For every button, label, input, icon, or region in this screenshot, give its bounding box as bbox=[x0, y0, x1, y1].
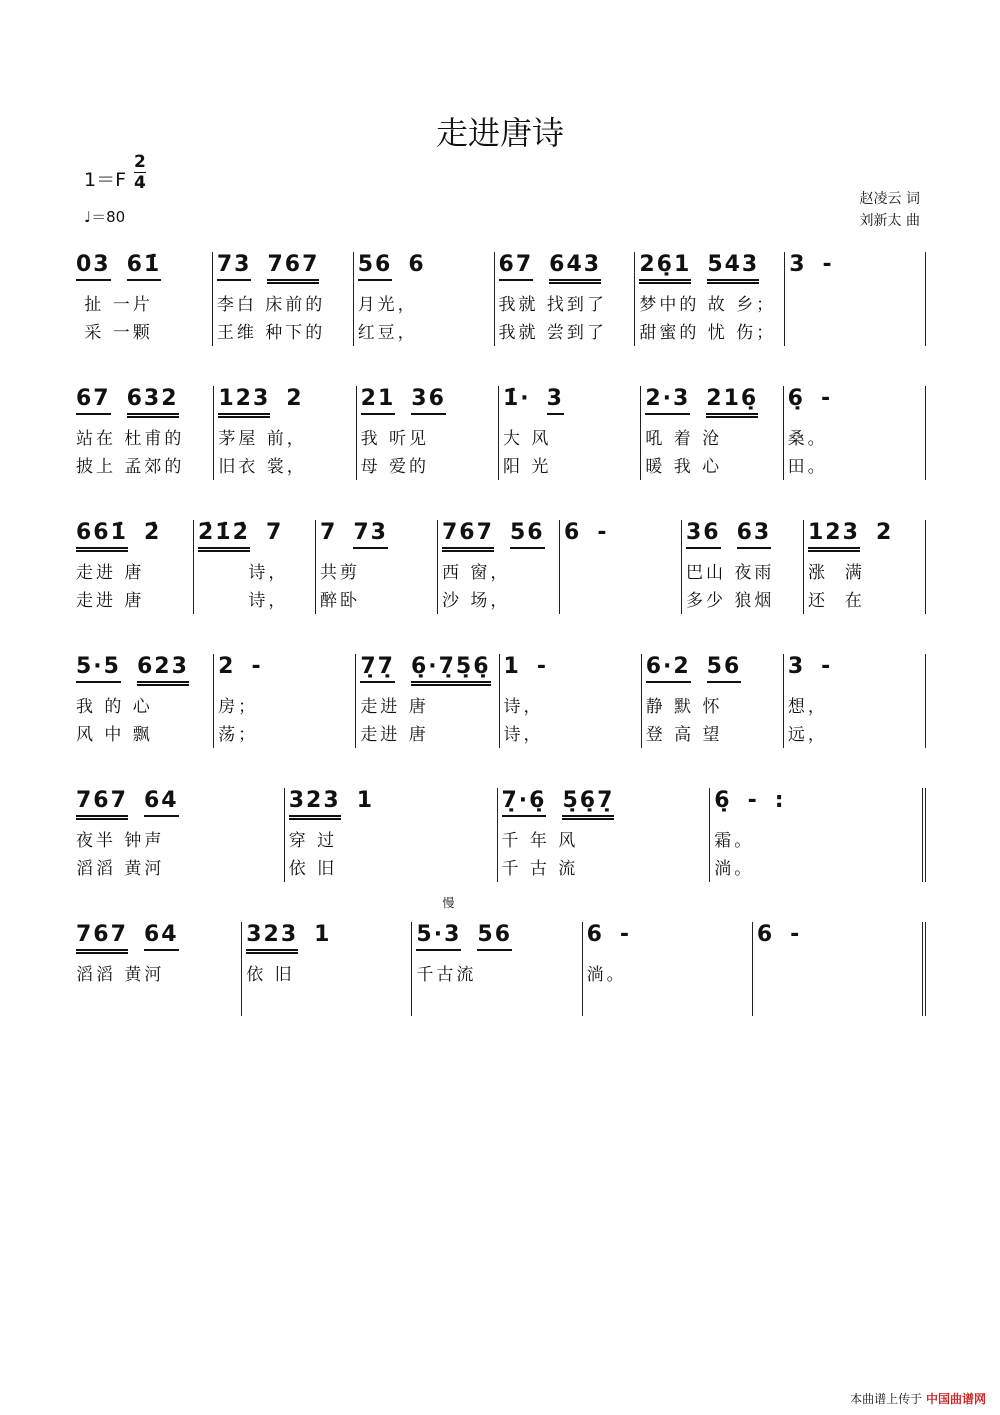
measure bbox=[784, 654, 926, 748]
lyric-verse-2: 诗， bbox=[503, 725, 544, 745]
note-group: 767 bbox=[76, 922, 128, 954]
lyric-verse-1: 我就 找到了 bbox=[498, 295, 607, 315]
note-group: 767 bbox=[76, 788, 128, 820]
lyric-verse-1: 月光， bbox=[357, 295, 418, 315]
measure bbox=[498, 788, 711, 882]
footer-credit bbox=[850, 1390, 986, 1407]
note-group: - bbox=[820, 386, 833, 411]
note-group: 661̇ bbox=[76, 520, 128, 552]
measure bbox=[316, 520, 438, 614]
note-group: 67 bbox=[76, 386, 111, 415]
note-group: 6̣ bbox=[714, 788, 732, 813]
lyric-verse-1: 静 默 怀 bbox=[645, 697, 723, 717]
staff-row bbox=[76, 386, 926, 480]
note-group: 623 bbox=[137, 654, 189, 686]
lyric-verse-1: 诗， bbox=[503, 697, 544, 717]
note-group: - bbox=[597, 520, 609, 545]
lyricist-credit: 赵凌云 词 bbox=[859, 191, 920, 207]
lyric-verse-2: 红豆， bbox=[357, 323, 418, 343]
measure bbox=[500, 654, 642, 748]
note-group: 73 bbox=[217, 252, 252, 281]
note-group: 7̣·6̣ bbox=[502, 788, 547, 817]
lyric-verse-2: 依 旧 bbox=[288, 859, 338, 879]
lyric-verse-2: 登 高 望 bbox=[645, 725, 723, 745]
lyric-verse-1: 桑。 bbox=[787, 429, 828, 449]
measure bbox=[76, 922, 242, 1016]
lyric-verse-2: 走进 唐 bbox=[360, 725, 429, 745]
measure bbox=[285, 788, 498, 882]
measure bbox=[76, 654, 214, 748]
note-group: 56 bbox=[358, 252, 393, 281]
measure bbox=[804, 520, 926, 614]
note-group: 36 bbox=[686, 520, 721, 549]
note-group: 323 bbox=[246, 922, 298, 954]
meter-bottom: 4 bbox=[134, 173, 146, 193]
note-group: 6 bbox=[756, 922, 775, 947]
lyric-verse-2: 沙 场， bbox=[442, 591, 511, 611]
measure bbox=[785, 252, 926, 346]
measure bbox=[214, 654, 356, 748]
tempo-slow-mark: 慢 bbox=[442, 896, 455, 910]
lyric-verse-1: 吼 着 沧 bbox=[645, 429, 723, 449]
measure bbox=[499, 386, 641, 480]
note-group: 1 bbox=[356, 788, 374, 813]
lyric-verse-1: 共剪 bbox=[320, 563, 360, 583]
lyric-verse-2: 走进 唐 bbox=[76, 591, 145, 611]
lyric-verse-2: 旧衣 裳， bbox=[218, 457, 307, 477]
note-group: 543 bbox=[707, 252, 759, 284]
note-group: 36 bbox=[411, 386, 446, 415]
measure bbox=[76, 788, 285, 882]
lyric-verse-2: 我就 尝到了 bbox=[498, 323, 607, 343]
lyric-verse-2: 暖 我 心 bbox=[645, 457, 723, 477]
lyric-verse-1: 依 旧 bbox=[246, 965, 295, 985]
lyric-verse-1: 巴山 夜雨 bbox=[686, 563, 775, 583]
lyric-verse-2: 荡； bbox=[218, 725, 259, 745]
note-group: 2 bbox=[286, 386, 304, 411]
note-group: 56 bbox=[510, 520, 545, 549]
note-group: 67 bbox=[499, 252, 534, 281]
note-group: 123 bbox=[218, 386, 270, 418]
lyric-verse-2: 远， bbox=[787, 725, 828, 745]
lyric-verse-1: 扯 一片 bbox=[76, 295, 153, 315]
footer-text: 本曲谱上传于 bbox=[850, 1392, 923, 1406]
note-group: 2 bbox=[875, 520, 894, 545]
measure bbox=[213, 252, 354, 346]
note-group: : bbox=[774, 788, 786, 813]
note-group: 5̣6̣7̣ bbox=[562, 788, 614, 820]
staff-row bbox=[76, 896, 926, 1016]
note-group: 56 bbox=[477, 922, 512, 951]
lyric-verse-1 bbox=[564, 558, 673, 586]
lyric-verse-1: 滔滔 黄河 bbox=[76, 965, 165, 985]
lyric-verse-2: 滔滔 黄河 bbox=[76, 859, 165, 879]
lyric-verse-1: 西 窗， bbox=[442, 563, 511, 583]
note-group: 03 bbox=[76, 252, 111, 281]
measure bbox=[214, 386, 356, 480]
note-group: 2̇1̇2̇ bbox=[198, 520, 250, 552]
measure bbox=[357, 386, 499, 480]
lyric-verse-1: 诗， bbox=[198, 563, 289, 583]
note-group: - bbox=[536, 654, 548, 679]
note-group: 21 bbox=[361, 386, 396, 415]
lyric-verse-1: 霜。 bbox=[714, 831, 755, 851]
note-group: 6̣ bbox=[787, 386, 805, 411]
note-group: 63 bbox=[737, 520, 772, 549]
note-group: 56 bbox=[707, 654, 742, 683]
note-group: - bbox=[790, 922, 802, 947]
measure bbox=[76, 386, 214, 480]
note-group: 1 bbox=[314, 922, 332, 947]
lyric-verse-1 bbox=[789, 290, 917, 318]
note-group: - bbox=[821, 654, 833, 679]
lyric-verse-2: 风 中 飘 bbox=[76, 725, 153, 745]
note-group: 3 bbox=[547, 386, 564, 415]
lyric-verse-1: 站在 杜甫的 bbox=[76, 429, 185, 449]
lyric-verse-1: 走进 唐 bbox=[76, 563, 145, 583]
measure bbox=[784, 386, 926, 480]
lyric-verse-2: 千 古 流 bbox=[501, 859, 579, 879]
measure bbox=[356, 654, 499, 748]
note-group: 7 bbox=[265, 520, 284, 545]
note-group: 6 bbox=[564, 520, 582, 545]
measure bbox=[354, 252, 495, 346]
lyric-verse-2: 多少 狼烟 bbox=[686, 591, 775, 611]
note-group: - bbox=[747, 788, 759, 813]
note-group: 2̇ bbox=[143, 520, 162, 545]
composer-credit: 刘新太 曲 bbox=[859, 213, 920, 229]
lyric-verse-2 bbox=[757, 988, 914, 1016]
lyric-verse-1: 夜半 钟声 bbox=[76, 831, 165, 851]
note-group: 6 bbox=[586, 922, 604, 947]
lyric-verse-1: 大 风 bbox=[502, 429, 552, 449]
note-group: 3 bbox=[789, 252, 807, 277]
lyric-verse-1: 梦中的 故 乡； bbox=[639, 295, 777, 315]
note-group: 5·3 bbox=[416, 922, 461, 951]
measure bbox=[753, 922, 926, 1016]
measure bbox=[642, 654, 784, 748]
lyric-verse-2: 还 在 bbox=[808, 591, 865, 611]
lyric-verse-2: 母 爱的 bbox=[360, 457, 430, 477]
lyric-verse-2 bbox=[246, 988, 403, 1016]
measure bbox=[635, 252, 785, 346]
note-group: 6 bbox=[408, 252, 426, 277]
staff-row bbox=[76, 654, 926, 748]
measure bbox=[438, 520, 560, 614]
lyric-verse-1: 淌。 bbox=[586, 965, 627, 985]
tempo-mark: ♩＝80 bbox=[84, 208, 126, 226]
note-group: 6̣·7̣5̣6̣ bbox=[411, 654, 491, 686]
song-title: 走进唐诗 bbox=[435, 114, 564, 152]
note-group: 1̇· bbox=[502, 386, 531, 411]
note-group: - bbox=[619, 922, 632, 947]
lyric-verse-2: 阳 光 bbox=[502, 457, 552, 477]
measure bbox=[641, 386, 783, 480]
measure bbox=[412, 896, 582, 1016]
note-group: 767 bbox=[267, 252, 319, 284]
note-group: 1 bbox=[503, 654, 521, 679]
note-group: 64 bbox=[144, 922, 179, 951]
note-group: 26̣1 bbox=[639, 252, 691, 284]
measure bbox=[76, 252, 213, 346]
note-group: 7 bbox=[320, 520, 338, 545]
measure bbox=[76, 520, 194, 614]
note-group: 643 bbox=[549, 252, 601, 284]
lyric-verse-1: 走进 唐 bbox=[360, 697, 429, 717]
measure bbox=[583, 922, 753, 1016]
note-group: 7̣7̣ bbox=[360, 654, 395, 683]
key-signature: 1＝F bbox=[84, 169, 127, 191]
lyric-verse-1: 穿 过 bbox=[288, 831, 338, 851]
staff-row bbox=[76, 252, 926, 346]
measure bbox=[194, 520, 316, 614]
lyric-verse-2: 淌。 bbox=[714, 859, 755, 879]
lyric-verse-2: 披上 孟郊的 bbox=[76, 457, 185, 477]
lyric-verse-2 bbox=[416, 988, 573, 1016]
lyric-verse-2: 甜蜜的 忧 伤； bbox=[639, 323, 777, 343]
note-group: 3 bbox=[787, 654, 806, 679]
lyric-verse-1: 千古流 bbox=[416, 965, 477, 985]
lyric-verse-1: 李白 床前的 bbox=[216, 295, 326, 315]
measure bbox=[242, 922, 412, 1016]
note-group: 61̇ bbox=[127, 252, 162, 281]
lyric-verse-1: 我 听见 bbox=[360, 429, 430, 449]
lyric-verse-2 bbox=[564, 586, 673, 614]
lyric-verse-2 bbox=[789, 318, 917, 346]
lyric-verse-1: 涨 满 bbox=[808, 563, 865, 583]
lyric-verse-2 bbox=[587, 988, 744, 1016]
note-group: 6·2 bbox=[646, 654, 691, 683]
note-group: - bbox=[822, 252, 834, 277]
measure bbox=[682, 520, 804, 614]
measure bbox=[560, 520, 682, 614]
lyric-verse-1: 想， bbox=[787, 697, 828, 717]
note-group: 64 bbox=[144, 788, 179, 817]
note-group: - bbox=[251, 654, 263, 679]
meter-top: 2 bbox=[134, 152, 146, 172]
lyric-verse-1: 茅屋 前， bbox=[218, 429, 307, 449]
measure bbox=[495, 252, 636, 346]
staff-row bbox=[76, 788, 926, 882]
note-group: 2 bbox=[218, 654, 236, 679]
note-group: 5·5 bbox=[76, 654, 121, 683]
note-group: 323 bbox=[289, 788, 341, 820]
staff-row bbox=[76, 520, 926, 614]
lyric-verse-2 bbox=[76, 988, 233, 1016]
measure bbox=[710, 788, 926, 882]
note-group: 632 bbox=[127, 386, 179, 418]
time-signature bbox=[134, 152, 146, 193]
note-group: 73 bbox=[353, 520, 388, 549]
lyric-verse-1 bbox=[757, 960, 914, 988]
footer-site: 中国曲谱网 bbox=[925, 1392, 986, 1406]
lyric-verse-2: 诗， bbox=[198, 591, 289, 611]
lyric-verse-2: 王维 种下的 bbox=[216, 323, 326, 343]
lyric-verse-1: 房； bbox=[218, 697, 259, 717]
note-group: 123 bbox=[808, 520, 860, 552]
note-group: 767 bbox=[442, 520, 494, 552]
lyric-verse-1: 千 年 风 bbox=[501, 831, 579, 851]
lyric-verse-2: 醉卧 bbox=[320, 591, 360, 611]
lyric-verse-1: 我 的 心 bbox=[76, 697, 153, 717]
lyric-verse-2: 田。 bbox=[787, 457, 828, 477]
note-group: 216̣ bbox=[706, 386, 758, 418]
lyric-verse-2: 采 一颗 bbox=[76, 323, 153, 343]
note-group: 2·3 bbox=[645, 386, 690, 415]
